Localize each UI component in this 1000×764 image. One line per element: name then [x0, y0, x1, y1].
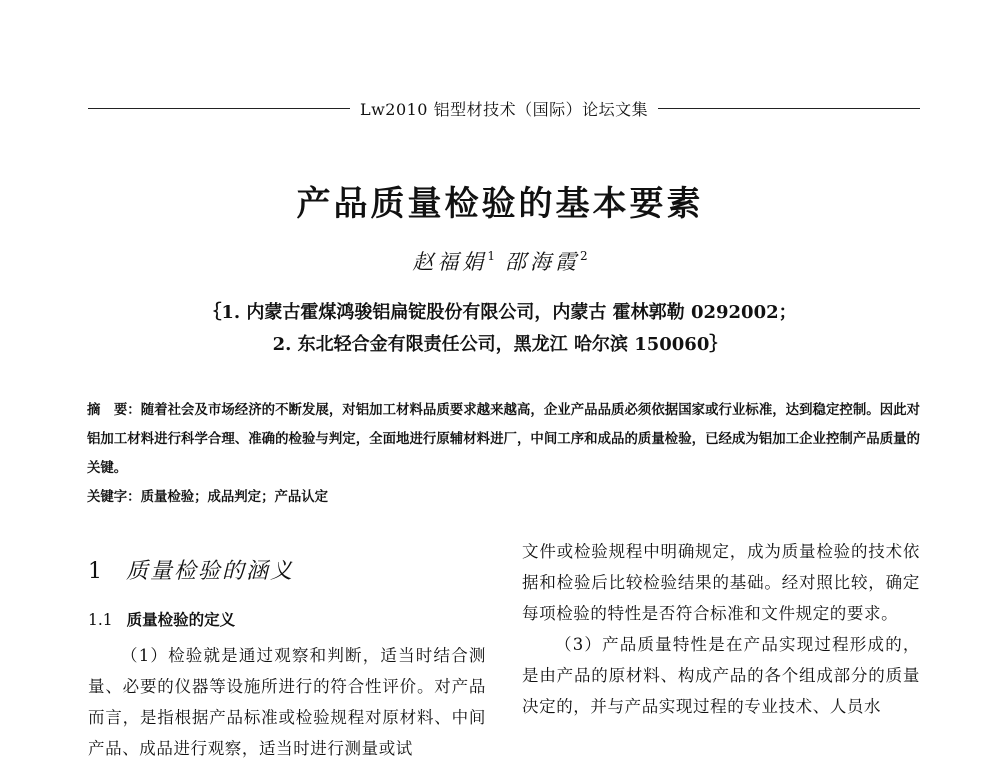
abstract-block	[87, 396, 920, 512]
abstract	[87, 396, 920, 483]
paragraph: （3）产品质量特性是在产品实现过程形成的，是由产品的原材料、构成产品的各个组成部分的质量决定的，并与产品实现过程的专业技术、人员水	[522, 635, 920, 716]
right-body	[522, 536, 920, 722]
keywords-text: 质量检验；成品判定；产品认定	[140, 489, 329, 505]
author-name: 赵福娟	[412, 250, 488, 274]
left-body	[88, 640, 486, 764]
subsection-title: 质量检验的定义	[126, 610, 236, 629]
author-affil-mark: 2	[580, 249, 588, 263]
header-rule-right	[658, 108, 920, 109]
left-column	[88, 552, 486, 764]
abstract-text: 随着社会及市场经济的不断发展，对铝加工材料品质要求越来越高，企业产品品质必须依据国家或行业标准，达到稳定控制。因此对铝加工材料进行科学合理、准确的检验与判定，全面地进行原辅材料进厂，中间工序和成品的质量检验，已经成为铝加工企业控制产品质量的关键。	[87, 402, 921, 476]
paper-title: 产品质量检验的基本要素	[296, 184, 704, 224]
author-affil-mark: 1	[487, 249, 495, 263]
section-number: 1	[88, 559, 104, 584]
header-rule-left	[88, 108, 350, 109]
authors	[0, 246, 1000, 276]
paragraph: 文件或检验规程中明确规定，成为质量检验的技术依据和检验后比较检验结果的基础。经对照比较，确定每项检验的特性是否符合标准和文件规定的要求。	[522, 542, 920, 623]
header-text: Lw2010 铝型材技术（国际）论坛文集	[359, 99, 649, 119]
section-heading	[88, 552, 486, 592]
subsection-heading	[88, 606, 486, 634]
affiliation-2: 2. 东北轻合金有限责任公司，黑龙江 哈尔滨 150060｝	[272, 334, 728, 355]
paragraph: （1）检验就是通过观察和判断，适当时结合测量、必要的仪器等设施所进行的符合性评价。对产品而言，是指根据产品标准或检验规程对原材料、中间产品、成品进行观察，适当时进行测量或试	[88, 646, 486, 758]
keywords-label: 关键字：	[87, 489, 141, 505]
abstract-label: 摘 要：	[87, 402, 141, 418]
subsection-number: 1.1	[88, 611, 113, 629]
running-header	[88, 94, 920, 122]
section-title: 质量检验的涵义	[126, 559, 295, 584]
keywords	[87, 483, 920, 512]
right-column	[522, 536, 920, 722]
author-name: 邵海霞	[505, 250, 580, 274]
affiliation-1: ｛1. 内蒙古霍煤鸿骏铝扁锭股份有限公司，内蒙古 霍林郭勒 0292002；	[203, 302, 797, 323]
